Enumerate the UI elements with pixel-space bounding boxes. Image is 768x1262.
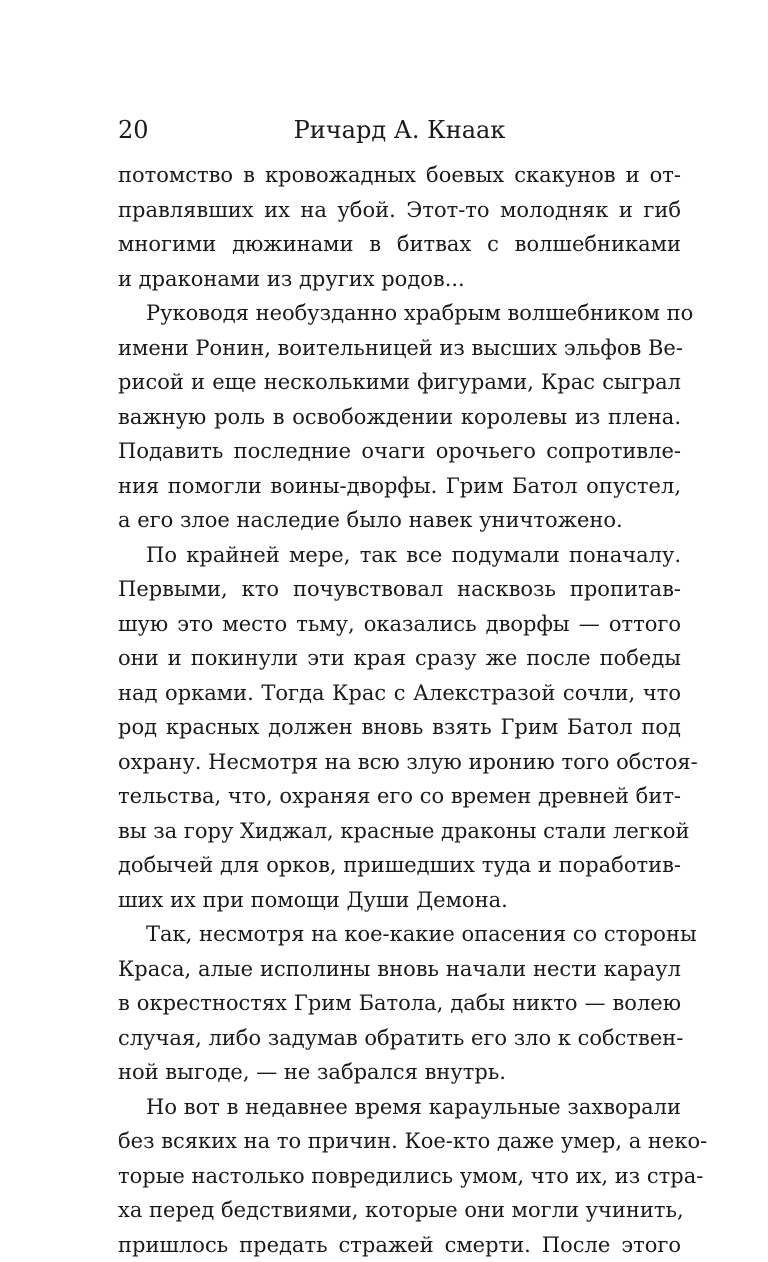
- text-line: а его злое наследие было навек уничтожено.: [118, 503, 681, 538]
- text-line: пришлось предать стражей смерти. После этого: [118, 1228, 681, 1262]
- text-line: род красных должен вновь взять Грим Батол под: [118, 710, 681, 745]
- paragraph: [118, 538, 681, 918]
- page-number: 20: [118, 112, 149, 148]
- text-line: ния помогли воины-дворфы. Грим Батол опустел,: [118, 469, 681, 504]
- text-line: Подавить последние очаги орочьего сопротивле-: [118, 434, 681, 469]
- paragraph: [118, 158, 681, 296]
- text-line: ших их при помощи Души Демона.: [118, 883, 681, 918]
- text-line: случая, либо задумав обратить его зло к собствен-: [118, 1021, 681, 1056]
- text-line: торые настолько повредились умом, что их, из стра-: [118, 1159, 681, 1194]
- text-line: и драконами из других родов...: [118, 262, 681, 297]
- text-line: без всяких на то причин. Кое-кто даже умер, а неко-: [118, 1124, 681, 1159]
- text-line: добычей для орков, пришедших туда и поработив-: [118, 848, 681, 883]
- text-line: Так, несмотря на кое-какие опасения со стороны: [118, 917, 681, 952]
- text-line: Руководя необузданно храбрым волшебником по: [118, 296, 681, 331]
- running-head-title: Ричард А. Кнаак: [118, 112, 681, 148]
- book-page: [118, 112, 681, 1262]
- text-line: Краса, алые исполины вновь начали нести караул: [118, 952, 681, 987]
- text-line: охрану. Несмотря на всю злую иронию того обстоя-: [118, 745, 681, 780]
- text-line: Но вот в недавнее время караульные захворали: [118, 1090, 681, 1125]
- text-line: в окрестностях Грим Батола, дабы никто — волею: [118, 986, 681, 1021]
- paragraph: [118, 1090, 681, 1262]
- text-line: вы за гору Хиджал, красные драконы стали легкой: [118, 814, 681, 849]
- text-line: они и покинули эти края сразу же после победы: [118, 641, 681, 676]
- text-line: ха перед бедствиями, которые они могли учинить,: [118, 1193, 681, 1228]
- running-head: [118, 112, 681, 148]
- paragraph: [118, 296, 681, 538]
- body-text: [118, 158, 681, 1262]
- text-line: важную роль в освобождении королевы из плена.: [118, 400, 681, 435]
- text-line: рисой и еще несколькими фигурами, Крас сыграл: [118, 365, 681, 400]
- paragraph: [118, 917, 681, 1090]
- text-line: Первыми, кто почувствовал насквозь пропитав-: [118, 572, 681, 607]
- text-line: правлявших их на убой. Этот-то молодняк и гиб: [118, 193, 681, 228]
- text-line: По крайней мере, так все подумали поначалу.: [118, 538, 681, 573]
- text-line: тельства, что, охраняя его со времен древней бит-: [118, 779, 681, 814]
- text-line: шую это место тьму, оказались дворфы — оттого: [118, 607, 681, 642]
- text-line: над орками. Тогда Крас с Алекстразой сочли, что: [118, 676, 681, 711]
- text-line: многими дюжинами в битвах с волшебниками: [118, 227, 681, 262]
- text-line: потомство в кровожадных боевых скакунов и от-: [118, 158, 681, 193]
- text-line: имени Ронин, воительницей из высших эльфов Ве-: [118, 331, 681, 366]
- text-line: ной выгоде, — не забрался внутрь.: [118, 1055, 681, 1090]
